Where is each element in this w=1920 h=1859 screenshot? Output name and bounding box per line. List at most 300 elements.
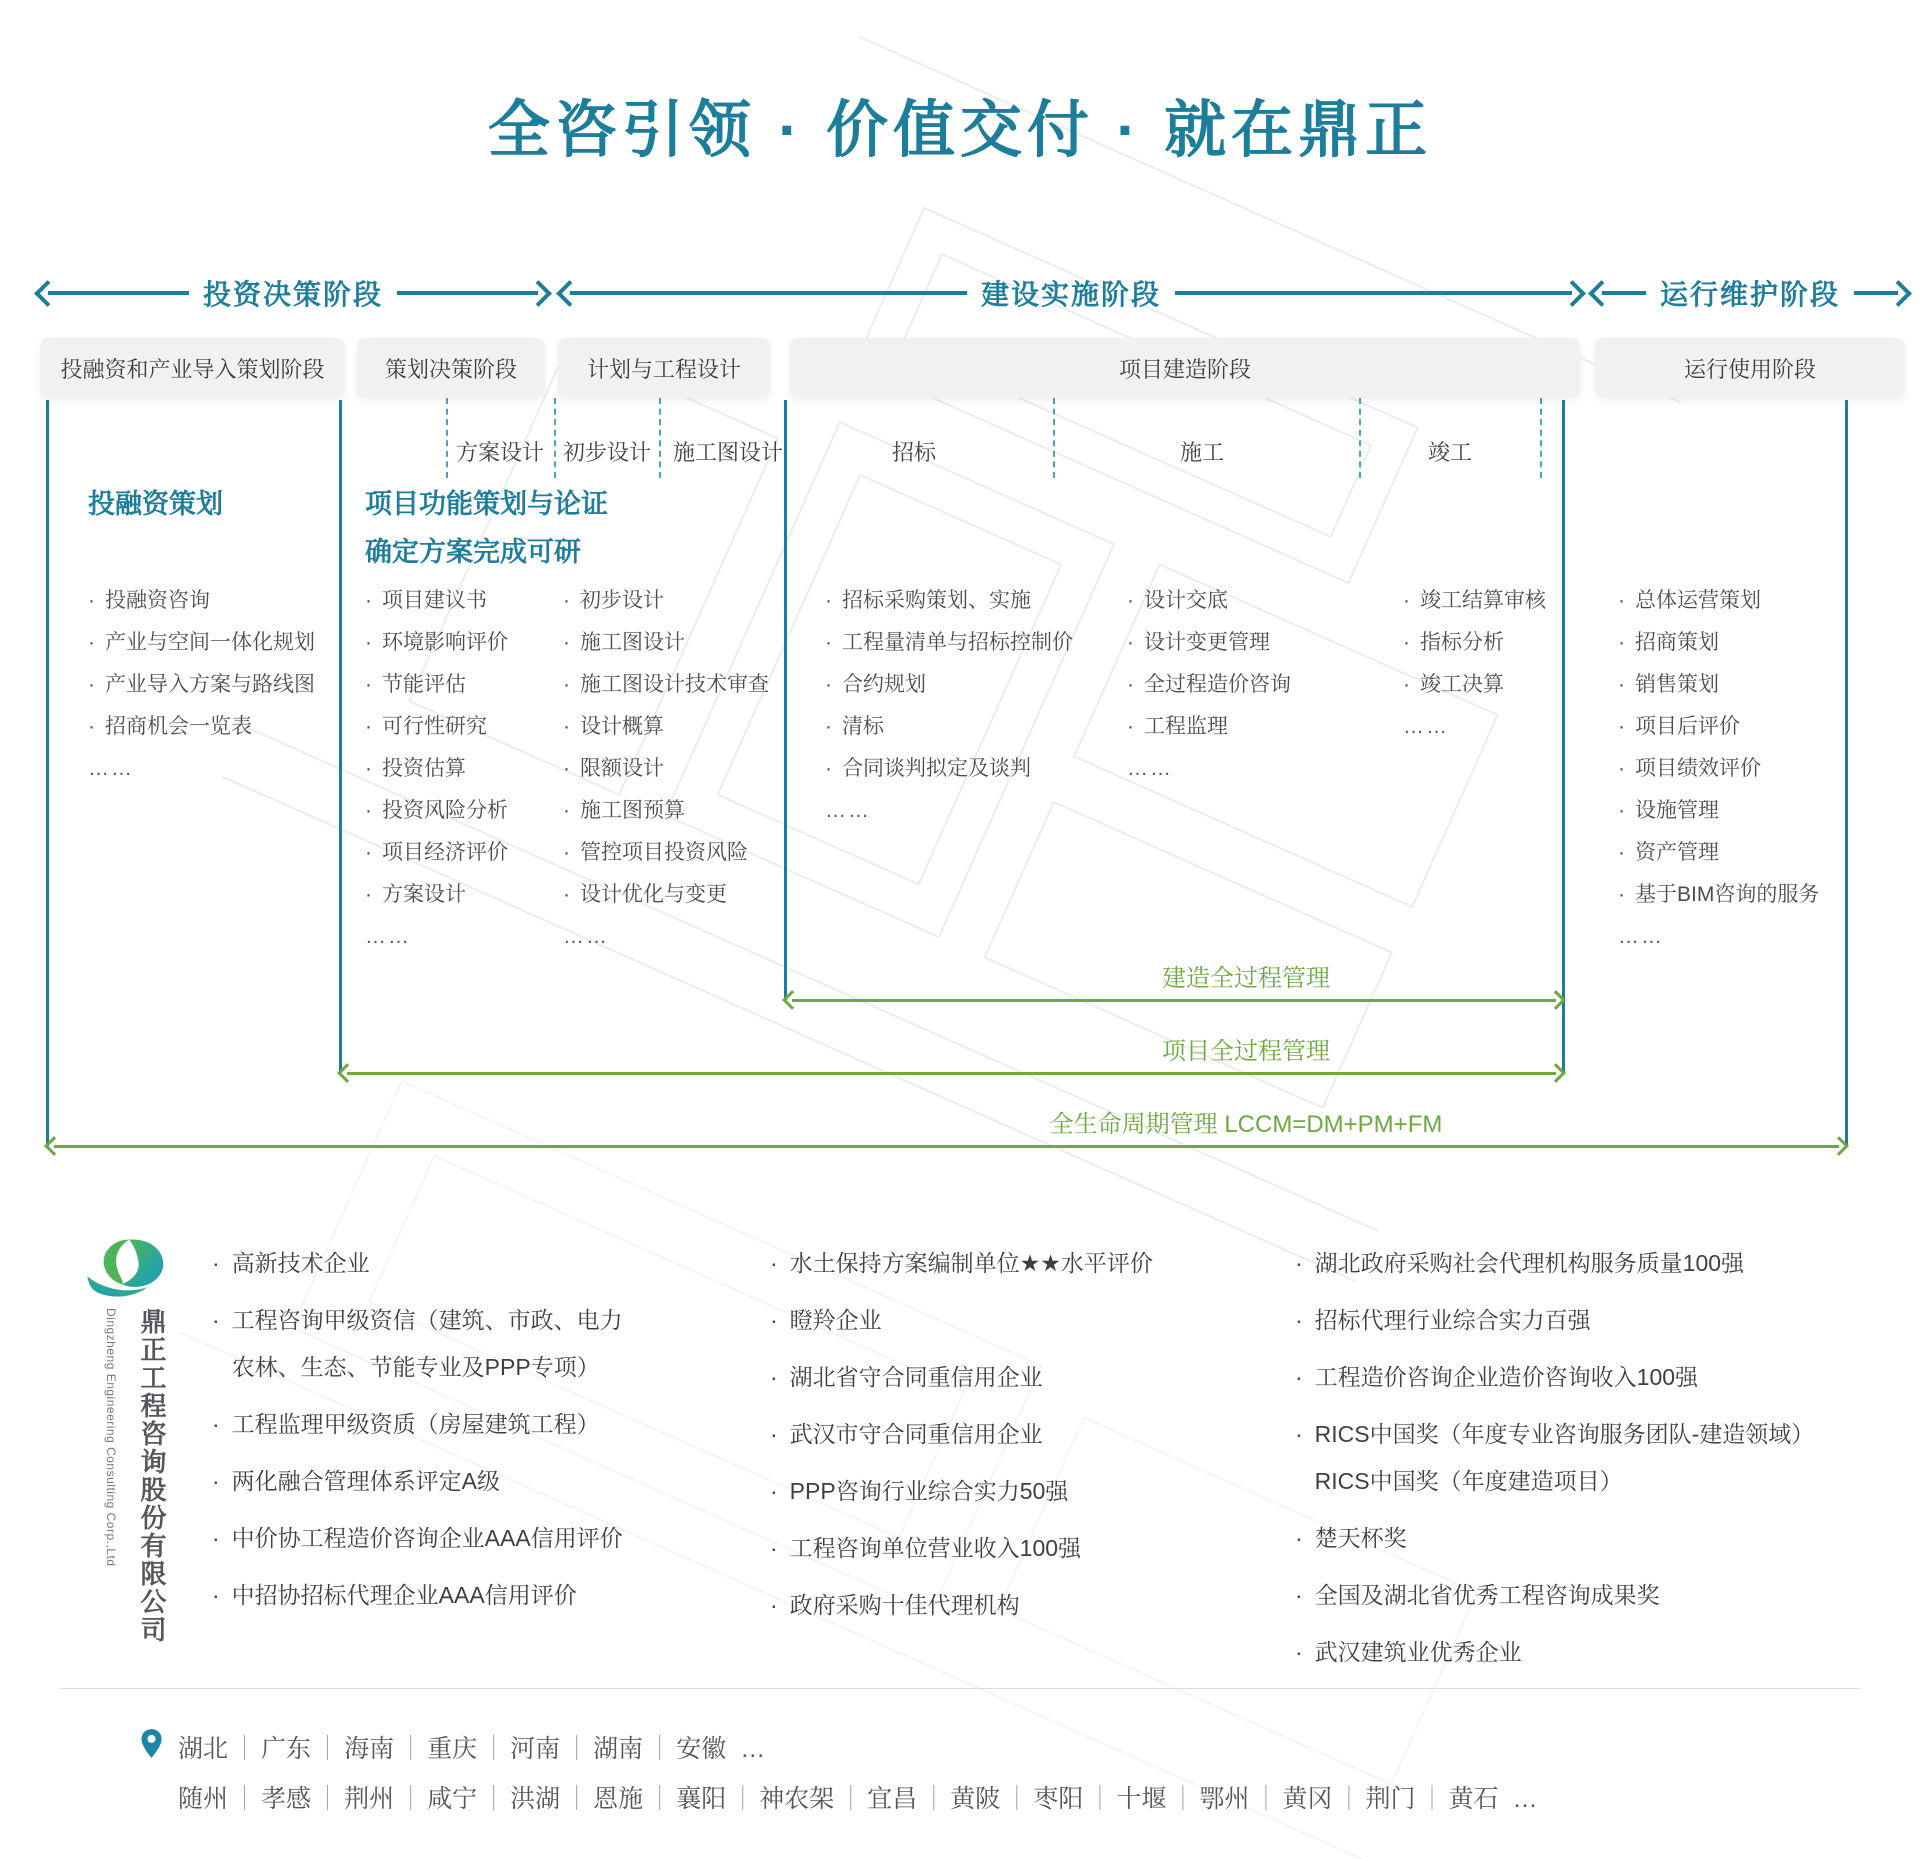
location-name: 洪湖 bbox=[510, 1785, 561, 1813]
qualification-text bbox=[1315, 1629, 1522, 1676]
process-arrow-build bbox=[785, 988, 1563, 1012]
arrow-left-icon bbox=[556, 280, 583, 307]
process-arrow-lifecycle bbox=[47, 1134, 1846, 1158]
qualification-item bbox=[770, 1468, 1290, 1515]
qualification-text bbox=[232, 1297, 623, 1391]
service-item bbox=[1403, 672, 1546, 698]
qualification-item bbox=[212, 1458, 772, 1505]
phase-arrow-construction bbox=[560, 278, 1582, 308]
service-item-label: 节能评估 bbox=[382, 673, 466, 696]
bullet-icon: · bbox=[365, 757, 372, 780]
bullet-icon: · bbox=[1295, 1307, 1303, 1333]
service-item-ellipsis: …… bbox=[825, 799, 871, 822]
milestone-label: 初步设计 bbox=[562, 440, 652, 465]
service-item-label: 产业导入方案与路线图 bbox=[105, 673, 315, 696]
qualification-item bbox=[770, 1354, 1290, 1401]
bullet-icon: · bbox=[1127, 715, 1134, 738]
column-rail bbox=[1562, 400, 1565, 1073]
bullet-icon: · bbox=[825, 757, 832, 780]
qualification-text bbox=[790, 1240, 1153, 1287]
qualification-column bbox=[1295, 1240, 1920, 1686]
bullet-icon: · bbox=[1295, 1525, 1303, 1551]
service-item bbox=[1618, 714, 1819, 740]
location-name: 黄冈 bbox=[1282, 1785, 1333, 1813]
qualification-item bbox=[770, 1525, 1290, 1572]
service-item bbox=[1618, 756, 1819, 782]
location-name: 重庆 bbox=[427, 1735, 478, 1763]
separator: ｜ bbox=[1336, 1785, 1362, 1813]
arrow-right-icon bbox=[1829, 1136, 1849, 1156]
service-item-label: 清标 bbox=[842, 715, 884, 738]
arrow-right-icon bbox=[1885, 280, 1912, 307]
location-name: 海南 bbox=[344, 1735, 395, 1763]
qualification-text bbox=[1315, 1354, 1698, 1401]
service-item-label: 项目建议书 bbox=[382, 589, 487, 612]
service-item-label: 基于BIM咨询的服务 bbox=[1635, 883, 1820, 906]
column-rail bbox=[784, 400, 787, 1000]
service-item bbox=[365, 840, 508, 866]
separator: ｜ bbox=[1170, 1785, 1196, 1813]
qualification-item bbox=[212, 1515, 772, 1562]
service-item-ellipsis: …… bbox=[365, 925, 411, 948]
service-item bbox=[1618, 798, 1819, 824]
service-column-heading bbox=[88, 480, 223, 528]
bullet-icon: · bbox=[88, 673, 95, 696]
milestone-label: 方案设计 bbox=[455, 440, 545, 465]
qualification-line: RICS中国奖（年度建造项目） bbox=[1314, 1468, 1623, 1494]
arrow-line bbox=[1175, 291, 1572, 295]
service-list bbox=[825, 588, 1073, 840]
bullet-icon: · bbox=[770, 1364, 778, 1390]
milestone-divider bbox=[446, 398, 448, 478]
bullet-icon: · bbox=[365, 673, 372, 696]
bullet-icon: · bbox=[1403, 589, 1410, 612]
qualification-line: 瞪羚企业 bbox=[789, 1307, 882, 1333]
company-logo bbox=[76, 1236, 186, 1303]
bullet-icon: · bbox=[1618, 673, 1625, 696]
qualification-text bbox=[1315, 1515, 1407, 1562]
service-item-label: 设计优化与变更 bbox=[580, 883, 727, 906]
separator: ｜ bbox=[1253, 1785, 1279, 1813]
qualification-line: 楚天杯奖 bbox=[1314, 1525, 1407, 1551]
separator: ｜ bbox=[232, 1735, 258, 1763]
qualification-text bbox=[790, 1468, 1069, 1515]
column-rail bbox=[46, 400, 49, 1146]
arrow-right-icon bbox=[1546, 990, 1566, 1010]
bullet-icon: · bbox=[1618, 589, 1625, 612]
phase-label: 投资决策阶段 bbox=[203, 279, 384, 310]
bullet-icon: · bbox=[563, 673, 570, 696]
service-item bbox=[1127, 630, 1291, 656]
qualification-item bbox=[1295, 1297, 1920, 1344]
service-item-label: 设施管理 bbox=[1635, 799, 1719, 822]
column-rail bbox=[1845, 400, 1848, 1146]
phase-arrow-operation bbox=[1592, 278, 1908, 308]
service-item bbox=[563, 672, 769, 698]
service-item-label: 施工图预算 bbox=[580, 799, 685, 822]
qualification-text bbox=[790, 1354, 1043, 1401]
service-item-label: 施工图设计技术审查 bbox=[580, 673, 769, 696]
company-name-en: Dingzheng Engineering Consulting Corp.,Ltd bbox=[104, 1308, 118, 1567]
arrow-line bbox=[54, 1145, 1839, 1148]
qualification-item bbox=[770, 1411, 1290, 1458]
qualification-line: 武汉市守合同重信用企业 bbox=[789, 1421, 1043, 1447]
arrow-left-icon bbox=[1588, 280, 1615, 307]
separator: ｜ bbox=[647, 1785, 673, 1813]
bullet-icon: · bbox=[212, 1525, 220, 1551]
service-column-heading bbox=[365, 480, 608, 576]
service-item bbox=[563, 882, 769, 908]
service-item-label: 合约规划 bbox=[842, 673, 926, 696]
location-name: 荆门 bbox=[1365, 1785, 1416, 1813]
qualification-item bbox=[1295, 1411, 1920, 1505]
process-arrow-label: 项目全过程管理 bbox=[1162, 1038, 1330, 1065]
bullet-icon: · bbox=[563, 631, 570, 654]
service-item bbox=[1618, 882, 1819, 908]
service-item bbox=[365, 882, 508, 908]
qualification-column bbox=[212, 1240, 772, 1629]
service-item-label: 总体运营策划 bbox=[1635, 589, 1761, 612]
page-title: 全咨引领 · 价值交付 · 就在鼎正 bbox=[487, 96, 1433, 165]
service-item-label: 设计概算 bbox=[580, 715, 664, 738]
location-name: 黄陂 bbox=[950, 1785, 1001, 1813]
city-list bbox=[178, 1782, 1540, 1816]
qualification-item bbox=[212, 1401, 772, 1448]
qualification-item bbox=[1295, 1354, 1920, 1401]
service-item-label: 竣工结算审核 bbox=[1420, 589, 1546, 612]
separator: ｜ bbox=[838, 1785, 864, 1813]
service-list bbox=[1403, 588, 1546, 756]
qualification-line: RICS中国奖（年度专业咨询服务团队-建造领域） bbox=[1314, 1421, 1815, 1447]
bullet-icon: · bbox=[88, 589, 95, 612]
bullet-icon: · bbox=[365, 799, 372, 822]
service-item bbox=[563, 588, 769, 614]
service-item bbox=[825, 714, 1073, 740]
service-item bbox=[825, 588, 1073, 614]
qualification-text bbox=[790, 1582, 1020, 1629]
footer-divider bbox=[60, 1688, 1860, 1689]
separator: ｜ bbox=[398, 1785, 424, 1813]
bullet-icon: · bbox=[1127, 673, 1134, 696]
location-name: 恩施 bbox=[593, 1785, 644, 1813]
arrow-left-icon bbox=[34, 280, 61, 307]
bullet-icon: · bbox=[212, 1411, 220, 1437]
qualification-line: 农林、生态、节能专业及PPP专项） bbox=[231, 1354, 600, 1380]
bullet-icon: · bbox=[825, 589, 832, 612]
service-item bbox=[88, 588, 315, 614]
service-item-ellipsis: …… bbox=[88, 757, 134, 780]
location-name: 襄阳 bbox=[676, 1785, 727, 1813]
service-item-label: 投资风险分析 bbox=[382, 799, 508, 822]
milestone-label: 施工 bbox=[1179, 440, 1225, 465]
service-item bbox=[563, 630, 769, 656]
service-item bbox=[1127, 588, 1291, 614]
arrow-left-icon bbox=[782, 990, 802, 1010]
service-item-label: 施工图设计 bbox=[580, 631, 685, 654]
arrow-line bbox=[347, 1072, 1556, 1075]
phase-arrow-investment bbox=[38, 278, 548, 308]
bullet-icon: · bbox=[1618, 799, 1625, 822]
service-item-label: 投资估算 bbox=[382, 757, 466, 780]
bullet-icon: · bbox=[770, 1421, 778, 1447]
service-item bbox=[365, 672, 508, 698]
separator: ｜ bbox=[315, 1735, 341, 1763]
qualification-text bbox=[1315, 1572, 1660, 1619]
qualification-text bbox=[790, 1525, 1081, 1572]
arrow-line bbox=[570, 291, 967, 295]
service-item-label: 招标采购策划、实施 bbox=[842, 589, 1031, 612]
dingzheng-leaf-d-logo-icon bbox=[76, 1236, 186, 1298]
location-name: 湖北 bbox=[178, 1735, 229, 1763]
bullet-icon: · bbox=[1618, 841, 1625, 864]
service-item bbox=[1127, 714, 1291, 740]
qualification-text bbox=[232, 1240, 370, 1287]
phase-label: 运行维护阶段 bbox=[1660, 279, 1841, 310]
separator: ｜ bbox=[564, 1785, 590, 1813]
service-list bbox=[1618, 588, 1819, 966]
bullet-icon: · bbox=[1295, 1421, 1303, 1447]
qualification-line: 全国及湖北省优秀工程咨询成果奖 bbox=[1314, 1582, 1660, 1608]
location-name: 荆州 bbox=[344, 1785, 395, 1813]
qualification-text bbox=[232, 1458, 500, 1505]
service-item-label: 可行性研究 bbox=[382, 715, 487, 738]
bullet-icon: · bbox=[1403, 673, 1410, 696]
separator: ｜ bbox=[647, 1735, 673, 1763]
service-item bbox=[365, 798, 508, 824]
service-item-label: 竣工决算 bbox=[1420, 673, 1504, 696]
milestone-divider bbox=[1053, 398, 1055, 478]
bullet-icon: · bbox=[1403, 631, 1410, 654]
process-arrow-label: 全生命周期管理 LCCM=DM+PM+FM bbox=[1049, 1111, 1443, 1138]
location-name: 湖南 bbox=[593, 1735, 644, 1763]
milestone-divider bbox=[659, 398, 661, 478]
service-item-ellipsis: …… bbox=[1127, 757, 1173, 780]
qualification-line: 高新技术企业 bbox=[231, 1250, 370, 1276]
service-list bbox=[88, 588, 315, 798]
separator: ｜ bbox=[564, 1735, 590, 1763]
service-item-label: 限额设计 bbox=[580, 757, 664, 780]
qualification-item bbox=[212, 1572, 772, 1619]
bullet-icon: · bbox=[770, 1307, 778, 1333]
service-item bbox=[825, 630, 1073, 656]
location-name: 咸宁 bbox=[427, 1785, 478, 1813]
milestone-divider bbox=[554, 398, 556, 478]
bullet-icon: · bbox=[1127, 631, 1134, 654]
service-item bbox=[563, 840, 769, 866]
ellipsis: … bbox=[1512, 1785, 1541, 1813]
bullet-icon: · bbox=[1295, 1250, 1303, 1276]
service-item bbox=[365, 756, 508, 782]
location-name: 孝感 bbox=[261, 1785, 312, 1813]
service-item bbox=[365, 714, 508, 740]
qualification-line: 武汉建筑业优秀企业 bbox=[1314, 1639, 1522, 1665]
qualification-line: 政府采购十佳代理机构 bbox=[789, 1592, 1020, 1618]
arrow-right-icon bbox=[1559, 280, 1586, 307]
bullet-icon: · bbox=[1295, 1639, 1303, 1665]
arrow-right-icon bbox=[1546, 1063, 1566, 1083]
separator: ｜ bbox=[921, 1785, 947, 1813]
service-item bbox=[88, 714, 315, 740]
bullet-icon: · bbox=[1618, 631, 1625, 654]
service-item-label: 项目经济评价 bbox=[382, 841, 508, 864]
service-item bbox=[563, 714, 769, 740]
service-list bbox=[365, 588, 508, 966]
service-item bbox=[825, 672, 1073, 698]
bullet-icon: · bbox=[563, 799, 570, 822]
bullet-icon: · bbox=[88, 631, 95, 654]
bullet-icon: · bbox=[212, 1250, 220, 1276]
service-item-label: 方案设计 bbox=[382, 883, 466, 906]
service-item bbox=[1618, 588, 1819, 614]
bullet-icon: · bbox=[365, 589, 372, 612]
separator: ｜ bbox=[1087, 1785, 1113, 1813]
bullet-icon: · bbox=[563, 883, 570, 906]
milestone-label: 施工图设计 bbox=[672, 440, 784, 465]
bullet-icon: · bbox=[1295, 1364, 1303, 1390]
separator: ｜ bbox=[398, 1735, 424, 1763]
service-item bbox=[825, 756, 1073, 782]
bullet-icon: · bbox=[770, 1592, 778, 1618]
qualification-item bbox=[212, 1240, 772, 1287]
service-item-label: 产业与空间一体化规划 bbox=[105, 631, 315, 654]
qualification-item bbox=[770, 1240, 1290, 1287]
service-item bbox=[1127, 672, 1291, 698]
bullet-icon: · bbox=[825, 673, 832, 696]
location-name: 枣阳 bbox=[1033, 1785, 1084, 1813]
milestone-divider bbox=[1359, 398, 1361, 478]
separator: ｜ bbox=[232, 1785, 258, 1813]
service-heading-line: 确定方案完成可研 bbox=[365, 537, 581, 567]
qualification-item bbox=[212, 1297, 772, 1391]
arrow-line bbox=[397, 291, 538, 295]
qualification-line: 工程咨询单位营业收入100强 bbox=[789, 1535, 1082, 1561]
bullet-icon: · bbox=[365, 841, 372, 864]
ellipsis: … bbox=[740, 1735, 769, 1763]
location-pin-icon bbox=[140, 1728, 163, 1764]
service-list bbox=[563, 588, 769, 966]
service-item-label: 资产管理 bbox=[1635, 841, 1719, 864]
service-item bbox=[1403, 630, 1546, 656]
service-item bbox=[365, 630, 508, 656]
service-item bbox=[1618, 630, 1819, 656]
separator: ｜ bbox=[481, 1785, 507, 1813]
bullet-icon: · bbox=[770, 1478, 778, 1504]
service-item-label: 设计交底 bbox=[1144, 589, 1228, 612]
bullet-icon: · bbox=[88, 715, 95, 738]
location-name: 河南 bbox=[510, 1735, 561, 1763]
service-item-label: 工程监理 bbox=[1144, 715, 1228, 738]
qualification-line: 工程咨询甲级资信（建筑、市政、电力 bbox=[231, 1307, 623, 1333]
qualification-line: 两化融合管理体系评定A级 bbox=[231, 1468, 501, 1494]
arrow-left-icon bbox=[337, 1063, 357, 1083]
bullet-icon: · bbox=[212, 1468, 220, 1494]
stage-box: 项目建造阶段 bbox=[790, 338, 1580, 398]
location-name: 神农架 bbox=[759, 1785, 835, 1813]
bullet-icon: · bbox=[1618, 715, 1625, 738]
bullet-icon: · bbox=[563, 589, 570, 612]
stage-box: 运行使用阶段 bbox=[1595, 338, 1905, 398]
qualification-line: 湖北政府采购社会代理机构服务质量100强 bbox=[1314, 1250, 1745, 1276]
arrow-line bbox=[792, 999, 1556, 1002]
stage-box: 计划与工程设计 bbox=[558, 338, 770, 398]
arrow-right-icon bbox=[525, 280, 552, 307]
milestone-label: 招标 bbox=[891, 440, 937, 465]
service-heading-line: 投融资策划 bbox=[88, 489, 223, 519]
bullet-icon: · bbox=[825, 631, 832, 654]
service-item-ellipsis: …… bbox=[1403, 715, 1449, 738]
separator: ｜ bbox=[481, 1735, 507, 1763]
qualification-item bbox=[1295, 1572, 1920, 1619]
company-name-cn: 鼎正工程咨询股份有限公司 bbox=[137, 1308, 167, 1644]
bullet-icon: · bbox=[212, 1582, 220, 1608]
qualification-text bbox=[1315, 1240, 1744, 1287]
qualification-text bbox=[790, 1411, 1043, 1458]
qualification-text bbox=[232, 1401, 600, 1448]
qualification-text bbox=[1315, 1297, 1591, 1344]
bullet-icon: · bbox=[563, 757, 570, 780]
location-name: 广东 bbox=[261, 1735, 312, 1763]
service-item bbox=[1618, 672, 1819, 698]
arrow-left-icon bbox=[44, 1136, 64, 1156]
service-item-label: 环境影响评价 bbox=[382, 631, 508, 654]
qualification-line: 中招协招标代理企业AAA信用评价 bbox=[231, 1582, 577, 1608]
location-name: 宜昌 bbox=[867, 1785, 918, 1813]
service-item-label: 初步设计 bbox=[580, 589, 664, 612]
separator: ｜ bbox=[315, 1785, 341, 1813]
qualification-item bbox=[1295, 1240, 1920, 1287]
phase-label: 建设实施阶段 bbox=[981, 279, 1162, 310]
bullet-icon: · bbox=[365, 715, 372, 738]
province-list bbox=[178, 1732, 768, 1766]
service-item-label: 项目绩效评价 bbox=[1635, 757, 1761, 780]
service-list bbox=[1127, 588, 1291, 798]
service-heading-line: 项目功能策划与论证 bbox=[365, 489, 608, 519]
bullet-icon: · bbox=[1618, 883, 1625, 906]
column-rail bbox=[339, 400, 342, 1073]
process-arrow-project bbox=[340, 1061, 1563, 1085]
bullet-icon: · bbox=[1618, 757, 1625, 780]
service-item-label: 合同谈判拟定及谈判 bbox=[842, 757, 1031, 780]
location-name: 随州 bbox=[178, 1785, 229, 1813]
location-name: 黄石 bbox=[1448, 1785, 1499, 1813]
service-item-label: 设计变更管理 bbox=[1144, 631, 1270, 654]
location-name: 安徽 bbox=[676, 1735, 727, 1763]
service-item-ellipsis: …… bbox=[563, 925, 609, 948]
service-item bbox=[365, 588, 508, 614]
bullet-icon: · bbox=[825, 715, 832, 738]
service-item-ellipsis: …… bbox=[1618, 925, 1664, 948]
qualification-line: 水土保持方案编制单位★★水平评价 bbox=[789, 1250, 1153, 1276]
service-item-label: 招商策划 bbox=[1635, 631, 1719, 654]
bullet-icon: · bbox=[563, 715, 570, 738]
bullet-icon: · bbox=[563, 841, 570, 864]
qualification-item bbox=[770, 1582, 1290, 1629]
milestone-label: 竣工 bbox=[1427, 440, 1473, 465]
qualification-column bbox=[770, 1240, 1290, 1639]
qualification-item bbox=[1295, 1629, 1920, 1676]
service-item bbox=[88, 672, 315, 698]
process-arrow-label: 建造全过程管理 bbox=[1162, 965, 1330, 992]
milestone-divider bbox=[1540, 398, 1542, 478]
service-item bbox=[563, 798, 769, 824]
qualification-item bbox=[1295, 1515, 1920, 1562]
bullet-icon: · bbox=[770, 1250, 778, 1276]
service-item-label: 全过程造价咨询 bbox=[1144, 673, 1291, 696]
qualification-text bbox=[790, 1297, 882, 1344]
service-item bbox=[88, 630, 315, 656]
service-item bbox=[563, 756, 769, 782]
qualification-item bbox=[770, 1297, 1290, 1344]
